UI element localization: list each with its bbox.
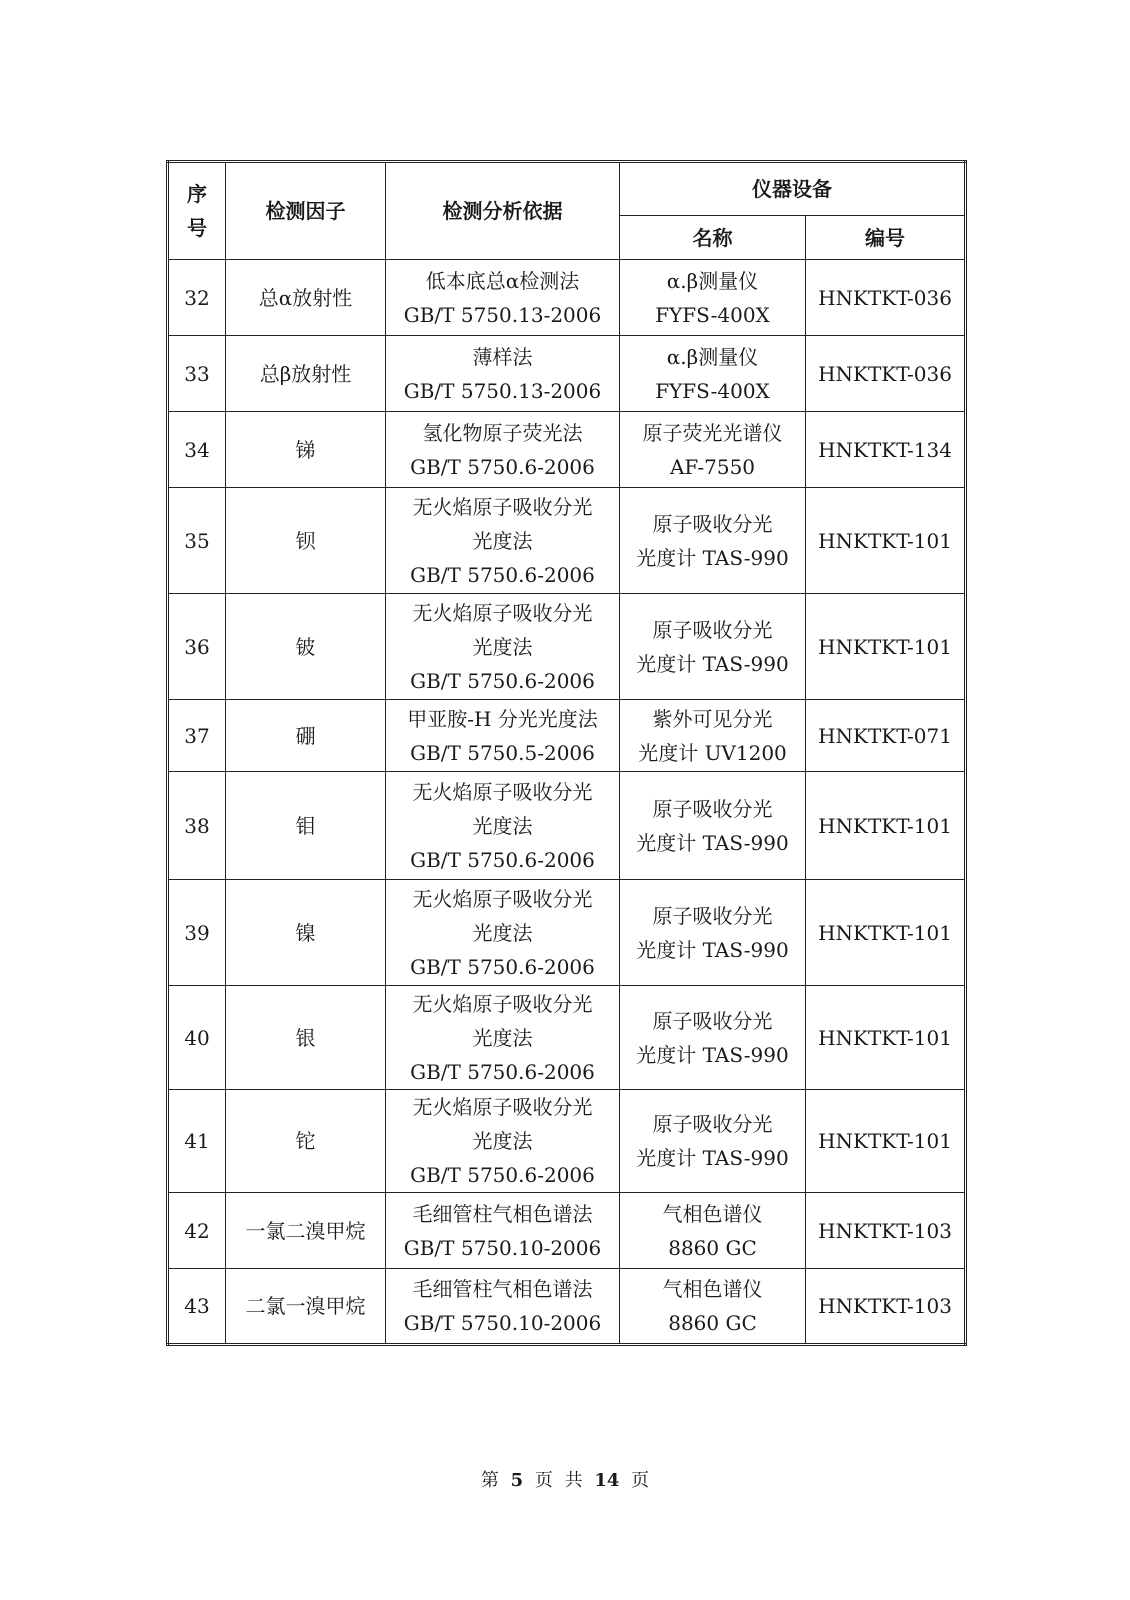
cell-basis-line: GB/T 5750.6-2006: [410, 668, 595, 693]
cell-eq-name: [620, 986, 806, 1090]
cell-eq-number: HNKTKT-134: [806, 412, 966, 488]
cell-eq-name-line: 光度计 TAS-990: [636, 651, 789, 676]
cell-seq: 37: [168, 700, 226, 772]
cell-basis-line: 光度法: [472, 920, 533, 945]
cell-factor: 总α放射性: [226, 260, 386, 336]
table-body: [168, 260, 966, 1345]
header-factor: 检测因子: [226, 162, 386, 260]
cell-basis-line: 无火焰原子吸收分光: [412, 1095, 593, 1119]
cell-eq-name-line: FYFS-400X: [655, 378, 770, 403]
footer-middle: 页 共: [534, 1470, 583, 1491]
cell-basis-line: 无火焰原子吸收分光: [412, 991, 593, 1016]
cell-basis-line: 氢化物原子荧光法: [422, 420, 583, 445]
table-row: [168, 488, 966, 594]
cell-eq-number: HNKTKT-103: [806, 1193, 966, 1269]
cell-basis: [386, 700, 620, 772]
cell-basis-line: GB/T 5750.5-2006: [410, 740, 595, 765]
cell-factor: 总β放射性: [226, 336, 386, 412]
cell-basis-line: 光度法: [472, 528, 533, 553]
cell-basis-line: GB/T 5750.6-2006: [410, 562, 595, 587]
cell-basis-line: GB/T 5750.10-2006: [403, 1311, 602, 1335]
cell-eq-name-line: α.β测量仪: [666, 344, 759, 369]
cell-basis-line: 无火焰原子吸收分光: [412, 600, 593, 625]
table-row: [168, 260, 966, 336]
cell-eq-name-line: 紫外可见分光: [652, 706, 773, 731]
cell-seq: 33: [168, 336, 226, 412]
cell-eq-name: [620, 336, 806, 412]
header-seq: [168, 162, 226, 260]
cell-seq: 35: [168, 488, 226, 594]
cell-seq: 42: [168, 1193, 226, 1269]
cell-eq-number: HNKTKT-101: [806, 488, 966, 594]
cell-basis-line: 无火焰原子吸收分光: [412, 494, 593, 519]
cell-seq: 36: [168, 594, 226, 700]
table-header-row: [168, 162, 966, 216]
cell-factor: 铊: [226, 1090, 386, 1193]
cell-eq-name-line: 原子吸收分光: [652, 796, 773, 821]
cell-basis: [386, 260, 620, 336]
table-row: [168, 336, 966, 412]
cell-eq-name-line: 光度计 TAS-990: [636, 1146, 789, 1170]
header-equipment: 仪器设备: [620, 162, 966, 216]
cell-eq-number: HNKTKT-036: [806, 336, 966, 412]
cell-eq-name-line: 气相色谱仪: [662, 1201, 763, 1226]
cell-basis-line: 无火焰原子吸收分光: [412, 886, 593, 911]
cell-eq-name: [620, 488, 806, 594]
cell-eq-number: HNKTKT-101: [806, 772, 966, 880]
cell-factor: 锑: [226, 412, 386, 488]
cell-factor: 一氯二溴甲烷: [226, 1193, 386, 1269]
cell-eq-number: HNKTKT-101: [806, 594, 966, 700]
cell-eq-name-line: 原子荧光光谱仪: [642, 420, 783, 445]
cell-eq-number: HNKTKT-101: [806, 1090, 966, 1193]
header-seq-line2: 号: [187, 216, 207, 240]
cell-eq-name-line: 光度计 TAS-990: [636, 830, 789, 855]
cell-basis: [386, 880, 620, 986]
cell-basis-line: 毛细管柱气相色谱法: [412, 1201, 593, 1226]
table-row: [168, 412, 966, 488]
cell-eq-number: HNKTKT-101: [806, 986, 966, 1090]
cell-eq-number: HNKTKT-071: [806, 700, 966, 772]
cell-basis-line: GB/T 5750.6-2006: [410, 954, 595, 979]
cell-eq-name-line: FYFS-400X: [655, 302, 770, 327]
cell-factor: 银: [226, 986, 386, 1090]
cell-basis: [386, 772, 620, 880]
header-eq-number: 编号: [806, 216, 966, 260]
cell-eq-number: HNKTKT-036: [806, 260, 966, 336]
cell-eq-name-line: 原子吸收分光: [652, 617, 773, 642]
cell-basis: [386, 488, 620, 594]
cell-eq-name-line: 光度计 TAS-990: [636, 1042, 789, 1067]
footer-suffix: 页: [631, 1470, 650, 1491]
cell-basis-line: 光度法: [472, 813, 533, 838]
cell-basis: [386, 336, 620, 412]
cell-seq: 32: [168, 260, 226, 336]
cell-basis-line: GB/T 5750.6-2006: [410, 1163, 595, 1187]
cell-basis-line: 甲亚胺-H 分光光度法: [407, 706, 598, 731]
cell-factor: 硼: [226, 700, 386, 772]
cell-factor: 钡: [226, 488, 386, 594]
cell-basis-line: 无火焰原子吸收分光: [412, 779, 593, 804]
cell-eq-name-line: 原子吸收分光: [652, 903, 773, 928]
cell-eq-number: HNKTKT-101: [806, 880, 966, 986]
page-footer: [0, 1466, 1130, 1492]
table-row: [168, 1090, 966, 1193]
cell-basis-line: 毛细管柱气相色谱法: [412, 1277, 593, 1301]
table-row: [168, 986, 966, 1090]
cell-seq: 39: [168, 880, 226, 986]
cell-eq-name: [620, 700, 806, 772]
cell-eq-name-line: 光度计 TAS-990: [636, 545, 789, 570]
cell-seq: 40: [168, 986, 226, 1090]
cell-eq-name: [620, 1269, 806, 1345]
cell-factor: 钼: [226, 772, 386, 880]
cell-seq: 43: [168, 1269, 226, 1345]
cell-basis: [386, 412, 620, 488]
table-row: [168, 1193, 966, 1269]
cell-basis-line: GB/T 5750.6-2006: [410, 847, 595, 872]
cell-eq-name-line: 光度计 TAS-990: [636, 937, 789, 962]
cell-basis: [386, 1269, 620, 1345]
cell-eq-name-line: 原子吸收分光: [652, 1008, 773, 1033]
cell-basis: [386, 1193, 620, 1269]
cell-eq-name: [620, 594, 806, 700]
cell-eq-name-line: 光度计 UV1200: [638, 740, 787, 765]
cell-basis-line: 光度法: [472, 1129, 533, 1153]
cell-eq-number: HNKTKT-103: [806, 1269, 966, 1345]
cell-eq-name-line: 气相色谱仪: [662, 1277, 763, 1301]
cell-eq-name: [620, 772, 806, 880]
cell-eq-name-line: 原子吸收分光: [652, 511, 773, 536]
cell-factor: 铍: [226, 594, 386, 700]
cell-eq-name-line: AF-7550: [669, 454, 756, 479]
cell-basis-line: GB/T 5750.13-2006: [403, 302, 602, 327]
cell-basis-line: GB/T 5750.6-2006: [410, 454, 595, 479]
footer-current-page: 5: [510, 1470, 524, 1491]
cell-eq-name: [620, 1090, 806, 1193]
cell-seq: 41: [168, 1090, 226, 1193]
table-row: [168, 700, 966, 772]
cell-eq-name: [620, 412, 806, 488]
cell-factor: 二氯一溴甲烷: [226, 1269, 386, 1345]
cell-factor: 镍: [226, 880, 386, 986]
table-row: [168, 772, 966, 880]
equipment-table: [166, 160, 967, 1346]
cell-basis: [386, 986, 620, 1090]
cell-basis: [386, 594, 620, 700]
footer-prefix: 第: [480, 1470, 499, 1491]
cell-seq: 38: [168, 772, 226, 880]
cell-basis-line: GB/T 5750.10-2006: [403, 1235, 602, 1260]
cell-eq-name: [620, 1193, 806, 1269]
cell-eq-name-line: 8860 GC: [668, 1311, 757, 1335]
header-basis: 检测分析依据: [386, 162, 620, 260]
cell-basis-line: GB/T 5750.13-2006: [403, 378, 602, 403]
cell-basis: [386, 1090, 620, 1193]
cell-basis-line: 光度法: [472, 1025, 533, 1050]
header-seq-line1: 序: [187, 182, 207, 206]
cell-basis-line: 薄样法: [472, 344, 533, 369]
cell-seq: 34: [168, 412, 226, 488]
header-eq-name: 名称: [620, 216, 806, 260]
table-row: [168, 1269, 966, 1345]
cell-basis-line: 光度法: [472, 634, 533, 659]
cell-eq-name: [620, 880, 806, 986]
cell-basis-line: 低本底总α检测法: [425, 268, 580, 293]
table-row: [168, 880, 966, 986]
cell-eq-name: [620, 260, 806, 336]
cell-eq-name-line: α.β测量仪: [666, 268, 759, 293]
cell-basis-line: GB/T 5750.6-2006: [410, 1059, 595, 1084]
footer-total-pages: 14: [594, 1470, 620, 1491]
cell-eq-name-line: 原子吸收分光: [652, 1112, 773, 1136]
table-row: [168, 594, 966, 700]
cell-eq-name-line: 8860 GC: [668, 1235, 757, 1260]
